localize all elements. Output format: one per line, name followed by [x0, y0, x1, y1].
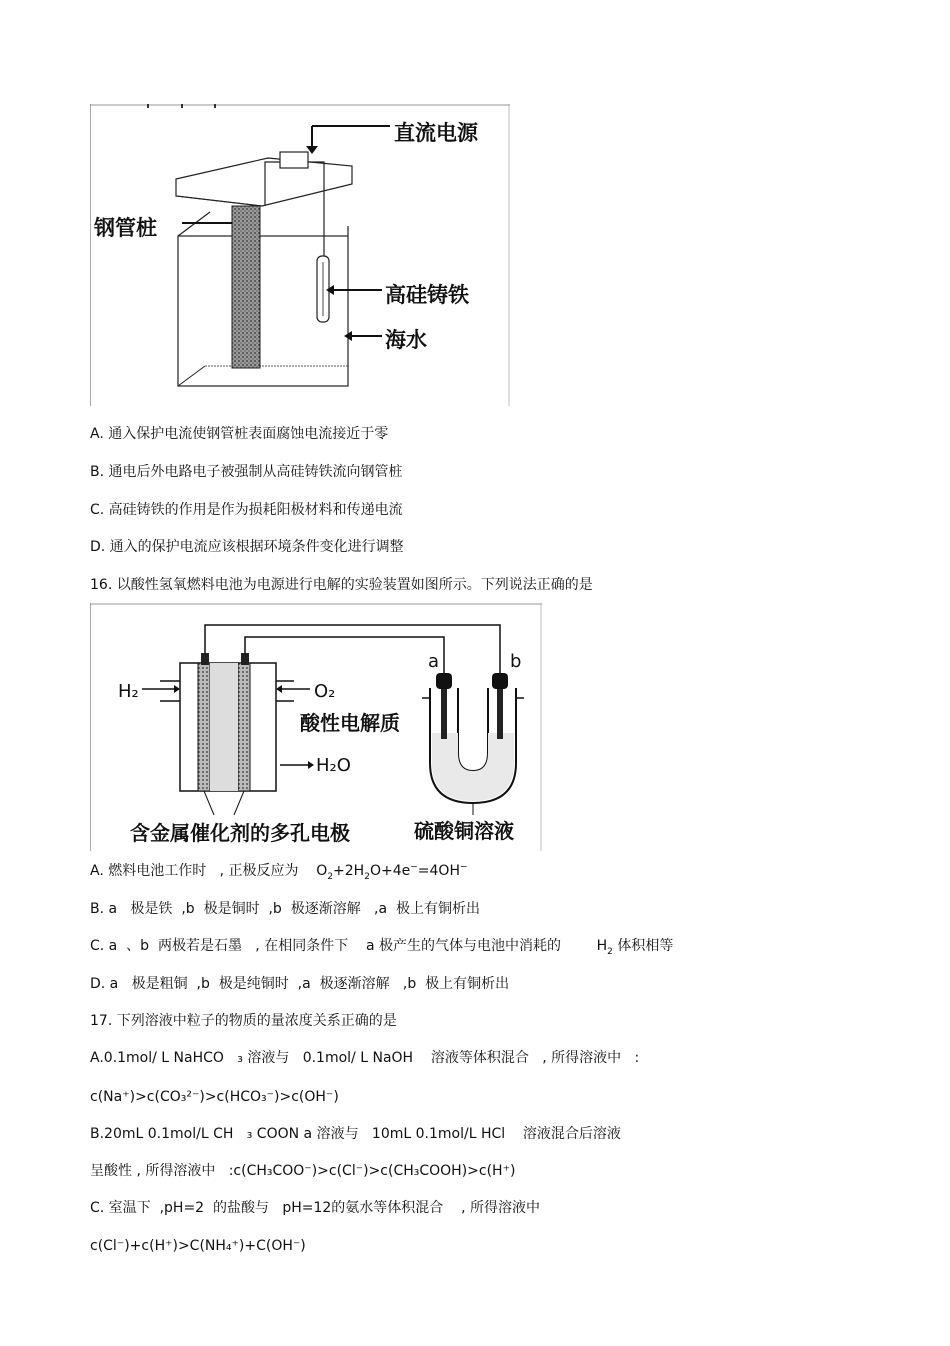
label-seawater: 海水	[385, 328, 427, 352]
q16-a-sup1: −	[410, 862, 418, 873]
q16-c-post: 体积相等	[612, 938, 674, 954]
q16-stem: 16. 以酸性氢氧燃料电池为电源进行电解的实验装置如图所示。下列说法正确的是	[90, 577, 593, 593]
q16-a-sub2: 2	[364, 871, 370, 882]
q16-option-d: D. a 极是粗铜 ,b 极是纯铜时 ,a 极逐渐溶解 ,b 极上有铜析出	[90, 976, 510, 992]
figure-cathodic-protection	[90, 104, 510, 406]
q16-a-text: A. 燃料电池工作时 , 正极反应为 O	[90, 863, 328, 879]
label-h2-in: H₂	[118, 681, 139, 702]
label-electrode-b: b	[510, 651, 522, 672]
label-o2-in: O₂	[314, 681, 336, 702]
label-copper-sulfate: 硫酸铜溶液	[414, 819, 514, 843]
figure-fuel-cell	[90, 603, 542, 851]
q17-option-c-line1: C. 室温下 ,pH=2 的盐酸与 pH=12的氨水等体积混合 , 所得溶液中	[90, 1200, 540, 1216]
q15-option-d: D. 通入的保护电流应该根据环境条件变化进行调整	[90, 539, 404, 555]
label-porous-electrode: 含金属催化剂的多孔电极	[130, 821, 350, 845]
q17-option-b-line1: B.20mL 0.1mol/L CH ₃ COON a 溶液与 10mL 0.1mol/L HCl 溶液混合后溶液	[90, 1126, 621, 1142]
label-electrolyte: 酸性电解质	[300, 711, 400, 735]
q15-option-b: B. 通电后外电路电子被强制从高硅铸铁流向钢管桩	[90, 464, 403, 480]
q17-stem: 17. 下列溶液中粒子的物质的量浓度关系正确的是	[90, 1013, 397, 1029]
q16-a-mid: +2H	[333, 863, 365, 879]
q17-option-a-line1: A.0.1mol/ L NaHCO ₃ 溶液与 0.1mol/ L NaOH 溶液等体积混合 , 所得溶液中 :	[90, 1050, 640, 1066]
label-electrode-a: a	[428, 651, 440, 672]
label-power-supply: 直流电源	[394, 121, 478, 145]
q16-c-sub: 2	[607, 946, 613, 957]
cathodic-protection-diagram	[90, 104, 510, 406]
label-silicon-iron: 高硅铸铁	[385, 283, 469, 307]
q16-a-mid2: O+4e	[369, 863, 411, 879]
q16-a-sub1: 2	[327, 871, 334, 882]
q16-a-sup2: −	[459, 862, 468, 873]
q17-option-a-line2: c(Na⁺)>c(CO₃²⁻)>c(HCO₃⁻)>c(OH⁻)	[90, 1089, 339, 1105]
q15-option-a: A. 通入保护电流使钢管桩表面腐蚀电流接近于零	[90, 426, 389, 442]
q16-a-post: =4OH	[417, 863, 460, 879]
q16-c-text: C. a 、b 两极若是石墨 , 在相同条件下 a 极产生的气体与电池中消耗的 H	[90, 938, 608, 954]
q15-option-c: C. 高硅铸铁的作用是作为损耗阳极材料和传递电流	[90, 502, 403, 518]
label-steel-pile: 钢管桩	[94, 216, 157, 240]
q17-option-b-line2: 呈酸性 , 所得溶液中 :c(CH₃COO⁻)>c(Cl⁻)>c(CH₃COOH)>c(H⁺)	[90, 1163, 516, 1179]
q16-option-c	[90, 937, 673, 955]
q17-option-c-line2: c(Cl⁻)+c(H⁺)>C(NH₄⁺)+C(OH⁻)	[90, 1238, 306, 1254]
q16-option-a	[90, 862, 468, 880]
label-h2o-out: H₂O	[316, 755, 351, 776]
q16-option-b: B. a 极是铁 ,b 极是铜时 ,b 极逐渐溶解 ,a 极上有铜析出	[90, 901, 480, 917]
